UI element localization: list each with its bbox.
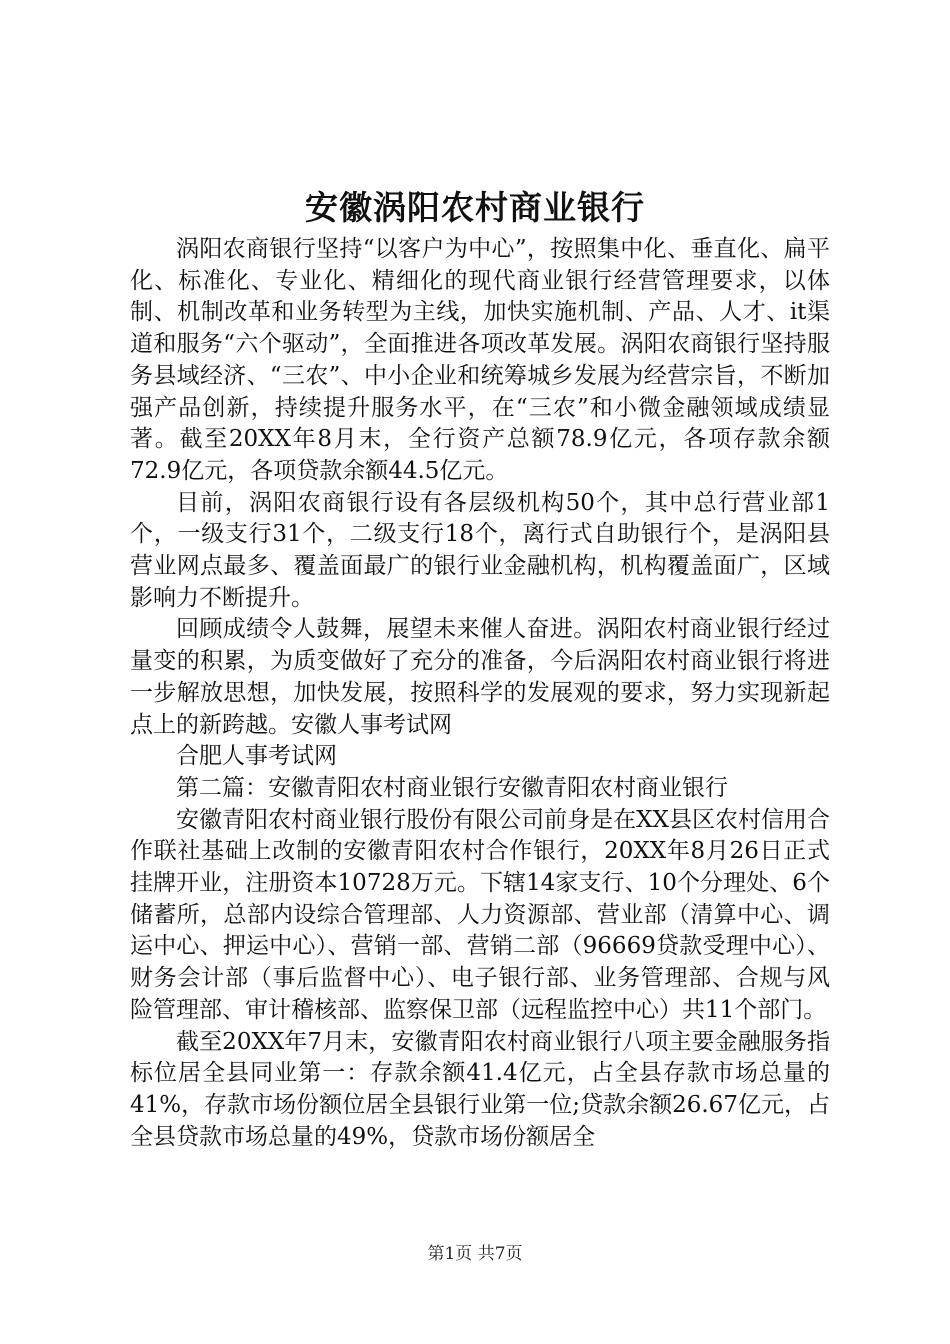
document-title: 安徽涡阳农村商业银行	[305, 188, 645, 227]
paragraph-1: 涡阳农商银行坚持“以客户为中心”，按照集中化、垂直化、扁平化、标准化、专业化、精细化的现代商业银行经营管理要求，以体制、机制改革和业务转型为主线，加快实施机制、产品、人才、it渠道和服务“六个驱动”，全面推进各项改革发展。涡阳农商银行坚持服务县域经济、“三农”、中小企业和统筹城乡发展为经营宗旨，不断加强产品创新，持续提升服务水平，在“三农”和小微金融领域成绩显著。截至20XX年8月末，全行资产总额78.9亿元，各项存款余额72.9亿元，各项贷款余额44.5亿元。	[130, 236, 830, 484]
document-body	[130, 234, 830, 1153]
section-heading-2: 第二篇：安徽青阳农村商业银行安徽青阳农村商业银行	[176, 774, 728, 801]
paragraph-3: 回顾成绩令人鼓舞，展望未来催人奋进。涡阳农村商业银行经过量变的积累，为质变做好了充分的准备，今后涡阳农村商业银行将进一步解放思想，加快发展，按照科学的发展观的要求，努力实现新起点上的新跨越。安徽人事考试网	[130, 616, 830, 738]
paragraph-2: 目前，涡阳农商银行设有各层级机构50个，其中总行营业部1个，一级支行31个，二级支行18个，离行式自助银行个，是涡阳县营业网点最多、覆盖面最广的银行业金融机构，机构覆盖面广，区域影响力不断提升。	[130, 489, 830, 611]
paragraph-5: 安徽青阳农村商业银行股份有限公司前身是在XX县区农村信用合作联社基础上改制的安徽青阳农村合作银行，20XX年8月26日正式挂牌开业，注册资本10728万元。下辖14家支行、10个分理处、6个储蓄所，总部内设综合管理部、人力资源部、营业部（清算中心、调运中心、押运中心）、营销一部、营销二部（96669贷款受理中心）、财务会计部（事后监督中心）、电子银行部、业务管理部、合规与风险管理部、审计稽核部、监察保卫部（远程监控中心）共11个部门。	[130, 806, 830, 1023]
page-number-footer: 第1页 共7页	[427, 1244, 523, 1264]
paragraph-4: 合肥人事考试网	[176, 743, 337, 770]
paragraph-6: 截至20XX年7月末，安徽青阳农村商业银行八项主要金融服务指标位居全县同业第一：存款余额41.4亿元，占全县存款市场总量的41%，存款市场份额位居全县银行业第一位;贷款余额26.67亿元，占全县贷款市场总量的49%，贷款市场份额居全	[130, 1028, 830, 1150]
